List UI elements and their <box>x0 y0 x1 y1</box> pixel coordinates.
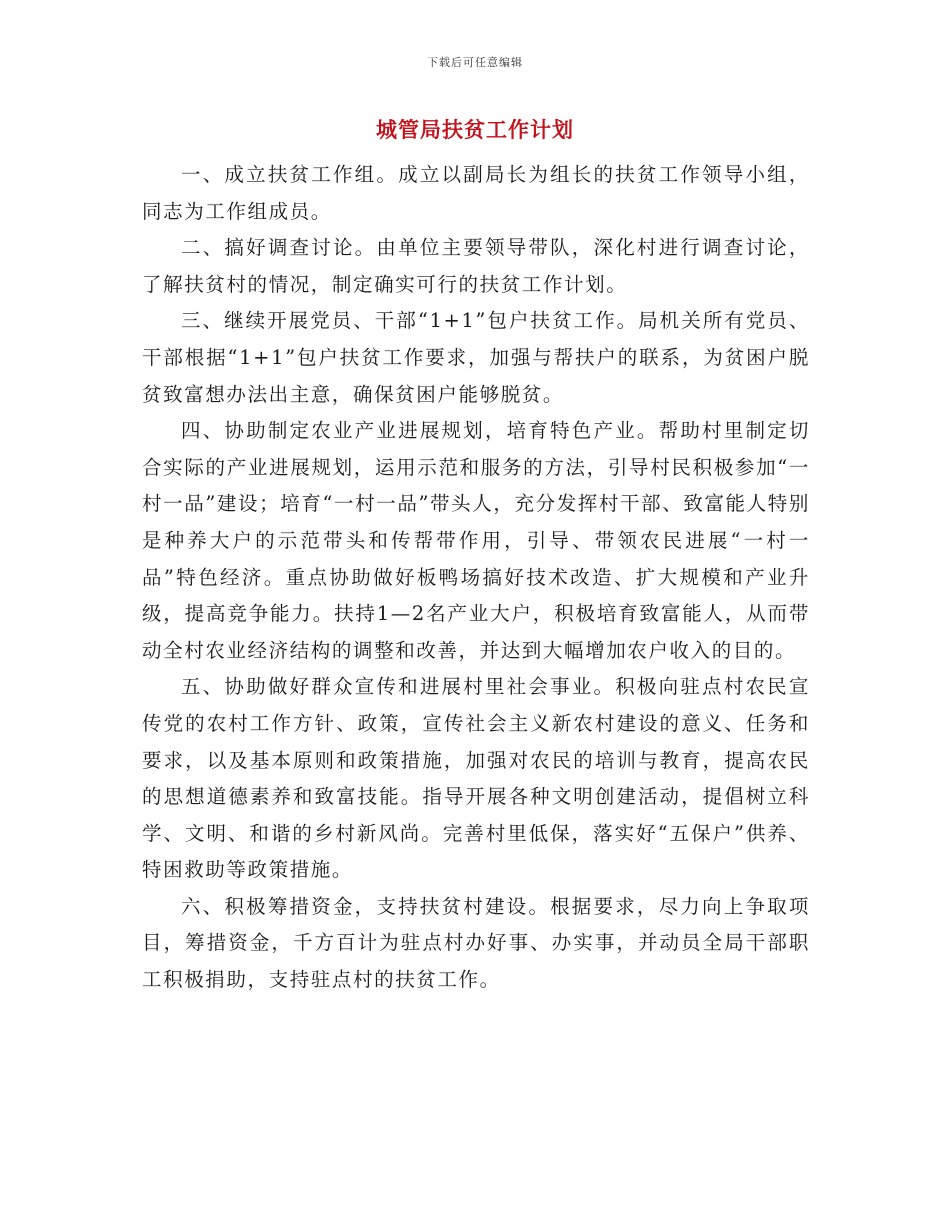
document-body <box>142 157 810 999</box>
paragraph-1: 一、成立扶贫工作组。成立以副局长为组长的扶贫工作领导小组，同志为工作组成员。 <box>142 163 810 223</box>
paragraph-5: 五、协助做好群众宣传和进展村里社会事业。积极向驻点村农民宣传党的农村工作方针、政策，宣传社会主义新农村建设的意义、任务和要求，以及基本原则和政策措施，加强对农民的培训与教育，提高农民的思想道德素养和致富技能。指导开展各种文明创建活动，提倡树立科学、文明、和谐的乡村新风尚。完善村里低保，落实好“五保户”供养、特困救助等政策措施。 <box>142 675 810 882</box>
paragraph-3: 三、继续开展党员、干部“1+1”包户扶贫工作。局机关所有党员、干部根据“1+1”包户扶贫工作要求，加强与帮扶户的联系，为贫困户脱贫致富想办法出主意，确保贫困户能够脱贫。 <box>142 309 810 406</box>
paragraph-4: 四、协助制定农业产业进展规划，培育特色产业。帮助村里制定切合实际的产业进展规划，运用示范和服务的方法，引导村民积极参加“一村一品”建设；培育“一村一品”带头人，充分发挥村干部、致富能人特别是种养大户的示范带头和传帮带作用，引导、带领农民进展“一村一品”特色经济。重点协助做好板鸭场搞好技术改造、扩大规模和产业升级，提高竞争能力。扶持1—2名产业大户，积极培育致富能人，从而带动全村农业经济结构的调整和改善，并达到大幅增加农户收入的目的。 <box>142 419 810 662</box>
paragraph-2: 二、搞好调查讨论。由单位主要领导带队，深化村进行调查讨论，了解扶贫村的情况，制定确实可行的扶贫工作计划。 <box>142 236 810 296</box>
document-title: 城管局扶贫工作计划 <box>376 117 574 142</box>
header-note: 下载后可任意编辑 <box>427 56 523 69</box>
paragraph-6: 六、积极筹措资金，支持扶贫村建设。根据要求，尽力向上争取项目，筹措资金，千方百计为驻点村办好事、办实事，并动员全局干部职工积极捐助，支持驻点村的扶贫工作。 <box>142 894 810 992</box>
